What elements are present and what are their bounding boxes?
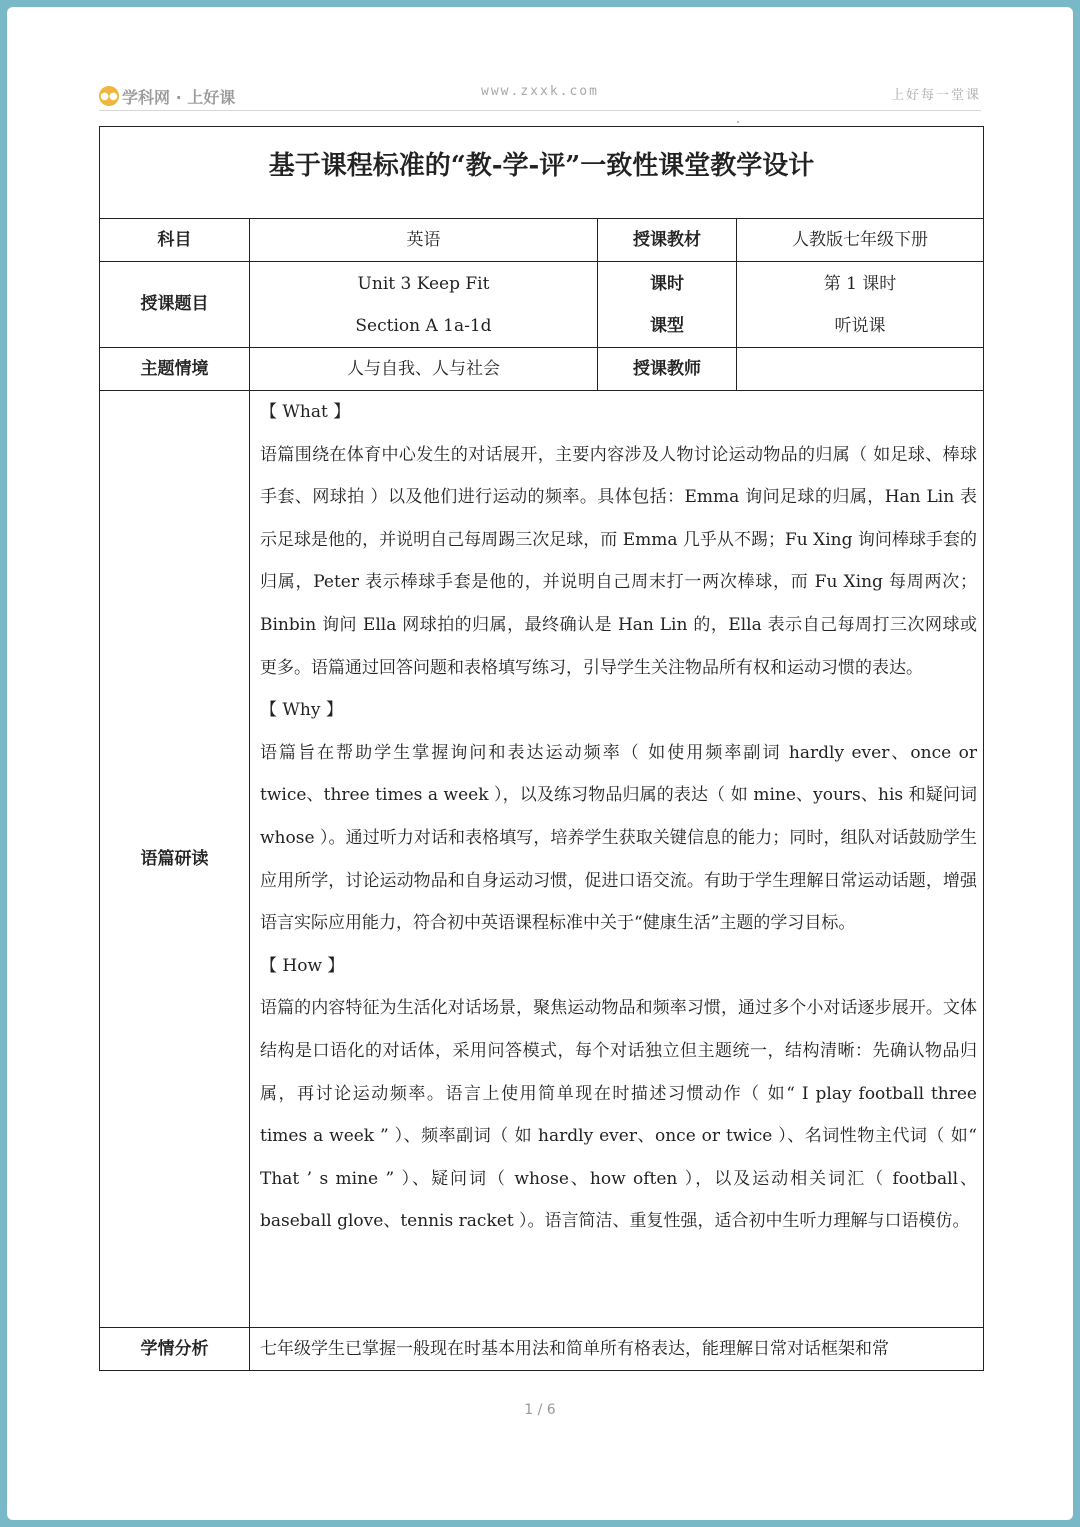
what-paragraph: 语篇围绕在体育中心发生的对话展开，主要内容涉及人物讨论运动物品的归属（ 如足球、棒球手套、网球拍 ）以及他们进行运动的频率。具体包括：Emma 询问足球的归属，Han Lin 表示足球是他的，并说明自己每周踢三次足球，而 Emma 几乎从不踢；Fu Xing 询问棒球手套的归属，Peter 表示棒球手套是他的，并说明自己周末打一两次棒球，而 Fu Xing 每周两次；Binbin 询问 Ella 网球拍的归属，最终确认是 Han Lin 的，Ella 表示自己每周打三次网球或更多。语篇通过回答问题和表格填写练习，引导学生关注物品所有权和运动习惯的表达。: [260, 444, 977, 678]
why-paragraph: 语篇旨在帮助学生掌握询问和表达运动频率（ 如使用频率副词 hardly ever、once or twice、three times a week ），以及练习物品归属的表达（ 如 mine、yours、his 和疑问词 whose ）。通过听力对话和表格填写，培养学生获取关键信息的能力；同时，组队对话鼓励学生应用所学，讨论运动物品和自身运动习惯，促进口语交流。有助于学生理解日常运动话题，增强语言实际应用能力，符合初中英语课程标准中关于“健康生活”主题的学习目标。: [260, 742, 977, 934]
how-heading: 【 How 】: [260, 955, 345, 976]
learner-content: 七年级学生已掌握一般现在时基本用法和简单所有格表达，能理解日常对话框架和常: [250, 1328, 984, 1371]
topic-section: Section A 1a-1d: [355, 315, 492, 336]
theme-value: 人与自我、人与社会: [250, 348, 598, 391]
analysis-label: 语篇研读: [100, 391, 250, 1328]
period-value: 第 1 课时: [823, 273, 897, 294]
logo-text: 学科网 · 上好课: [122, 87, 236, 107]
type-label: 课型: [650, 315, 684, 336]
lesson-design-table: [99, 126, 984, 1371]
textbook-value: 人教版七年级下册: [737, 219, 984, 262]
analysis-content: [250, 391, 984, 1328]
textbook-label: 授课教材: [598, 219, 737, 262]
period-type-values: [737, 262, 984, 348]
period-label: 课时: [650, 273, 684, 294]
page-header: [7, 7, 1073, 117]
teacher-value: [737, 348, 984, 391]
header-divider: [99, 110, 981, 111]
theme-label: 主题情境: [100, 348, 250, 391]
site-url: www.zxxk.com: [481, 84, 599, 99]
topic-value: [250, 262, 598, 348]
topic-unit: Unit 3 Keep Fit: [357, 273, 490, 294]
type-value: 听说课: [834, 315, 886, 336]
learner-label: 学情分析: [100, 1328, 250, 1371]
topic-label: 授课题目: [100, 262, 250, 348]
document-page: [7, 7, 1073, 1520]
period-type-labels: [598, 262, 737, 348]
page-number: 1 / 6: [524, 1402, 556, 1418]
stray-dot: [737, 121, 739, 123]
how-paragraph: 语篇的内容特征为生活化对话场景，聚焦运动物品和频率习惯，通过多个小对话逐步展开。文体结构是口语化的对话体，采用问答模式，每个对话独立但主题统一，结构清晰：先确认物品归属，再讨论运动频率。语言上使用简单现在时描述习惯动作（ 如“ I play football three times a week ” ）、频率副词（ 如 hardly ever、once or twice ）、名词性物主代词（ 如“ That ’ s mine ” ）、疑问词（ whose、how often ），以及运动相关词汇（ football、baseball glove、tennis racket ）。语言简洁、重复性强，适合初中生听力理解与口语模仿。: [260, 998, 977, 1232]
header-slogan: 上好每一堂课: [890, 88, 981, 103]
why-heading: 【 Why 】: [260, 700, 343, 721]
logo-icon: ●●: [99, 86, 119, 106]
subject-label: 科目: [100, 219, 250, 262]
teacher-label: 授课教师: [598, 348, 737, 391]
what-heading: 【 What 】: [260, 402, 351, 422]
subject-value: 英语: [250, 219, 598, 262]
document-title: 基于课程标准的“教-学-评”一致性课堂教学设计: [100, 127, 984, 219]
